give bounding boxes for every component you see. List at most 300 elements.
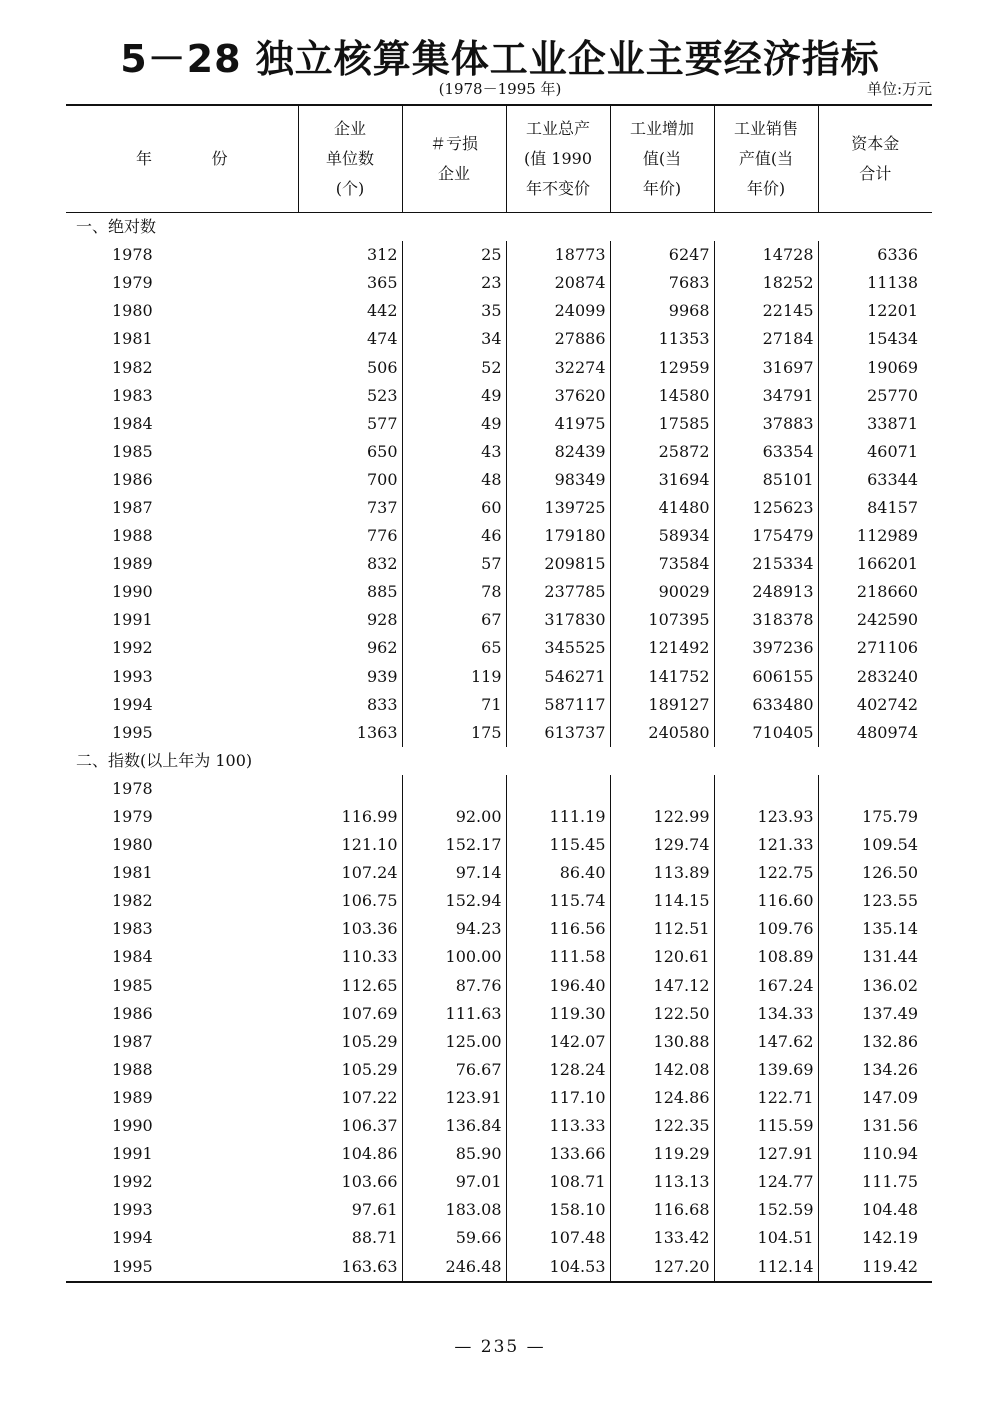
year-cell: 1994 <box>112 694 153 714</box>
value-cell: 52 <box>402 353 506 381</box>
table-row <box>66 269 932 297</box>
table-row <box>66 1252 932 1281</box>
value-cell <box>506 775 610 803</box>
value-cell: 111.19 <box>506 803 610 831</box>
value-cell: 24099 <box>506 297 610 325</box>
value-cell: 23 <box>402 269 506 297</box>
year-cell: 1989 <box>112 554 153 574</box>
value-cell: 87.76 <box>402 972 506 1000</box>
table-row <box>66 775 932 803</box>
table-row <box>66 606 932 634</box>
year-cell: 1989 <box>112 1087 153 1107</box>
year-cell: 1978 <box>112 245 153 265</box>
value-cell: 37620 <box>506 382 610 410</box>
table-row <box>66 466 932 494</box>
header-enterprise-count <box>298 105 402 213</box>
value-cell: 318378 <box>714 606 818 634</box>
header-loss-enterprises <box>402 105 506 213</box>
value-cell: 18773 <box>506 241 610 269</box>
value-cell: 106.75 <box>298 887 402 915</box>
value-cell: 116.99 <box>298 803 402 831</box>
header-line: 值(当 <box>642 149 682 168</box>
value-cell: 34 <box>402 325 506 353</box>
table-row <box>66 382 932 410</box>
table-row <box>66 353 932 381</box>
value-cell: 107.24 <box>298 859 402 887</box>
header-value-added <box>610 105 714 213</box>
header-year-char-1: 年 <box>136 149 153 168</box>
value-cell: 9968 <box>610 297 714 325</box>
value-cell: 94.23 <box>402 915 506 943</box>
value-cell: 27886 <box>506 325 610 353</box>
table-row <box>66 719 932 747</box>
table-row <box>66 1112 932 1140</box>
statistics-table <box>66 104 932 1283</box>
year-cell: 1993 <box>112 1200 153 1220</box>
value-cell: 122.50 <box>610 1000 714 1028</box>
value-cell: 397236 <box>714 634 818 662</box>
value-cell: 85.90 <box>402 1140 506 1168</box>
value-cell: 14728 <box>714 241 818 269</box>
value-cell: 57 <box>402 550 506 578</box>
value-cell: 76.67 <box>402 1056 506 1084</box>
value-cell: 152.59 <box>714 1196 818 1224</box>
value-cell: 283240 <box>856 666 918 686</box>
value-cell: 124.77 <box>714 1168 818 1196</box>
value-cell: 20874 <box>506 269 610 297</box>
value-cell: 126.50 <box>862 863 918 883</box>
table-row <box>66 634 932 662</box>
value-cell: 115.59 <box>714 1112 818 1140</box>
value-cell: 139.69 <box>714 1056 818 1084</box>
header-line: 企业 <box>333 119 366 138</box>
year-cell: 1992 <box>112 1172 153 1192</box>
header-row <box>66 105 932 213</box>
year-cell: 1995 <box>112 722 153 742</box>
value-cell: 885 <box>298 578 402 606</box>
header-capital-total <box>818 105 932 213</box>
value-cell: 6247 <box>610 241 714 269</box>
year-cell: 1991 <box>112 610 153 630</box>
value-cell: 35 <box>402 297 506 325</box>
value-cell: 132.86 <box>862 1031 918 1051</box>
value-cell: 317830 <box>506 606 610 634</box>
value-cell: 133.66 <box>506 1140 610 1168</box>
header-line: 年价) <box>642 179 682 198</box>
value-cell: 49 <box>402 382 506 410</box>
value-cell: 131.44 <box>862 947 918 967</box>
value-cell: 116.60 <box>714 887 818 915</box>
value-cell: 196.40 <box>506 972 610 1000</box>
value-cell: 113.33 <box>506 1112 610 1140</box>
header-gross-output <box>506 105 610 213</box>
year-cell: 1980 <box>112 835 153 855</box>
value-cell: 127.20 <box>610 1252 714 1281</box>
value-cell: 15434 <box>867 329 918 349</box>
value-cell: 312 <box>298 241 402 269</box>
value-cell: 25 <box>402 241 506 269</box>
value-cell: 163.63 <box>298 1252 402 1281</box>
value-cell: 119.30 <box>506 1000 610 1028</box>
table-subtitle: (1978－1995 年) <box>438 80 562 98</box>
value-cell: 112.51 <box>610 915 714 943</box>
value-cell: 700 <box>298 466 402 494</box>
value-cell: 152.94 <box>402 887 506 915</box>
value-cell: 577 <box>298 410 402 438</box>
header-line: 单位数 <box>325 149 374 168</box>
table-row <box>66 522 932 550</box>
value-cell: 119 <box>402 663 506 691</box>
value-cell: 110.33 <box>298 943 402 971</box>
value-cell: 103.36 <box>298 915 402 943</box>
value-cell: 32274 <box>506 353 610 381</box>
table-row <box>66 803 932 831</box>
table-row <box>66 887 932 915</box>
value-cell: 115.45 <box>506 831 610 859</box>
value-cell: 112989 <box>856 526 918 546</box>
value-cell: 104.86 <box>298 1140 402 1168</box>
value-cell: 179180 <box>506 522 610 550</box>
value-cell: 112.14 <box>714 1252 818 1281</box>
value-cell <box>402 775 506 803</box>
year-cell: 1992 <box>112 638 153 658</box>
value-cell: 480974 <box>856 722 918 742</box>
value-cell: 710405 <box>714 719 818 747</box>
header-year <box>66 105 298 213</box>
year-cell: 1990 <box>112 1116 153 1136</box>
year-cell: 1981 <box>112 329 153 349</box>
value-cell: 106.37 <box>298 1112 402 1140</box>
value-cell: 11353 <box>610 325 714 353</box>
value-cell <box>714 775 818 803</box>
value-cell: 122.75 <box>714 859 818 887</box>
value-cell: 587117 <box>506 691 610 719</box>
value-cell: 137.49 <box>862 1003 918 1023</box>
value-cell: 107.48 <box>506 1224 610 1252</box>
value-cell: 633480 <box>714 691 818 719</box>
table-row <box>66 831 932 859</box>
table-row <box>66 1224 932 1252</box>
year-cell: 1983 <box>112 385 153 405</box>
value-cell: 41480 <box>610 494 714 522</box>
value-cell: 147.12 <box>610 972 714 1000</box>
value-cell: 122.71 <box>714 1084 818 1112</box>
value-cell: 113.89 <box>610 859 714 887</box>
year-cell: 1980 <box>112 301 153 321</box>
year-cell: 1978 <box>112 778 153 798</box>
value-cell: 25872 <box>610 438 714 466</box>
section-header-row <box>66 213 932 242</box>
value-cell: 6336 <box>877 245 918 265</box>
value-cell: 133.42 <box>610 1224 714 1252</box>
section-label: 二、指数(以上年为 100) <box>76 750 253 770</box>
value-cell: 365 <box>298 269 402 297</box>
value-cell: 82439 <box>506 438 610 466</box>
value-cell: 183.08 <box>402 1196 506 1224</box>
table-row <box>66 943 932 971</box>
value-cell: 650 <box>298 438 402 466</box>
value-cell: 152.17 <box>402 831 506 859</box>
value-cell: 22145 <box>714 297 818 325</box>
value-cell: 240580 <box>610 719 714 747</box>
value-cell: 18252 <box>714 269 818 297</box>
value-cell: 78 <box>402 578 506 606</box>
year-cell: 1995 <box>66 1252 298 1281</box>
value-cell: 134.33 <box>714 1000 818 1028</box>
value-cell: 19069 <box>867 357 918 377</box>
value-cell: 12201 <box>867 301 918 321</box>
value-cell: 34791 <box>714 382 818 410</box>
value-cell: 271106 <box>856 638 918 658</box>
table-row <box>66 1084 932 1112</box>
value-cell: 123.91 <box>402 1084 506 1112</box>
table-body <box>66 213 932 1282</box>
value-cell: 110.94 <box>862 1144 918 1164</box>
value-cell: 175479 <box>714 522 818 550</box>
value-cell: 33871 <box>867 413 918 433</box>
value-cell: 92.00 <box>402 803 506 831</box>
header-line: ＃亏损 <box>429 134 478 153</box>
value-cell: 442 <box>298 297 402 325</box>
value-cell: 104.48 <box>862 1200 918 1220</box>
value-cell: 606155 <box>714 663 818 691</box>
value-cell: 90029 <box>610 578 714 606</box>
table-row <box>66 1196 932 1224</box>
value-cell: 63354 <box>714 438 818 466</box>
value-cell <box>818 775 932 803</box>
value-cell: 939 <box>298 663 402 691</box>
value-cell: 123.55 <box>862 891 918 911</box>
value-cell: 60 <box>402 494 506 522</box>
value-cell: 98349 <box>506 466 610 494</box>
year-cell: 1986 <box>112 1003 153 1023</box>
header-year-char-2: 份 <box>211 149 228 168</box>
value-cell: 112.65 <box>298 972 402 1000</box>
year-cell: 1984 <box>112 413 153 433</box>
value-cell: 141752 <box>610 663 714 691</box>
table-row <box>66 859 932 887</box>
header-line: (个) <box>335 179 365 198</box>
value-cell: 134.26 <box>862 1059 918 1079</box>
year-cell: 1991 <box>112 1144 153 1164</box>
value-cell: 246.48 <box>402 1252 506 1281</box>
value-cell: 613737 <box>506 719 610 747</box>
table-row <box>66 1028 932 1056</box>
year-cell: 1983 <box>112 919 153 939</box>
section-label: 一、绝对数 <box>76 217 157 237</box>
value-cell: 506 <box>298 353 402 381</box>
header-line: 产值(当 <box>738 149 794 168</box>
value-cell: 402742 <box>856 694 918 714</box>
year-cell: 1987 <box>112 497 153 517</box>
value-cell: 65 <box>402 634 506 662</box>
value-cell: 71 <box>402 691 506 719</box>
value-cell: 100.00 <box>402 943 506 971</box>
value-cell: 175 <box>402 719 506 747</box>
value-cell: 115.74 <box>506 887 610 915</box>
value-cell: 776 <box>298 522 402 550</box>
value-cell: 139725 <box>506 494 610 522</box>
value-cell: 107.69 <box>298 1000 402 1028</box>
table-row <box>66 297 932 325</box>
value-cell: 209815 <box>506 550 610 578</box>
value-cell: 109.76 <box>714 915 818 943</box>
year-cell: 1994 <box>112 1228 153 1248</box>
page-title: 5－28 独立核算集体工业企业主要经济指标 <box>120 37 880 81</box>
value-cell: 523 <box>298 382 402 410</box>
header-line: 工业增加 <box>629 119 694 138</box>
statistics-table-container <box>66 104 932 1283</box>
year-cell: 1985 <box>112 441 153 461</box>
header-line: 年不变价 <box>525 179 590 198</box>
value-cell: 97.01 <box>402 1168 506 1196</box>
value-cell: 116.56 <box>506 915 610 943</box>
table-row <box>66 691 932 719</box>
value-cell: 127.91 <box>714 1140 818 1168</box>
value-cell: 49 <box>402 410 506 438</box>
value-cell: 7683 <box>610 269 714 297</box>
value-cell: 108.71 <box>506 1168 610 1196</box>
value-cell: 248913 <box>714 578 818 606</box>
year-cell: 1988 <box>112 1059 153 1079</box>
value-cell: 737 <box>298 494 402 522</box>
value-cell: 142.07 <box>506 1028 610 1056</box>
value-cell: 125623 <box>714 494 818 522</box>
value-cell: 59.66 <box>402 1224 506 1252</box>
value-cell: 43 <box>402 438 506 466</box>
value-cell: 119.29 <box>610 1140 714 1168</box>
year-cell: 1981 <box>112 863 153 883</box>
value-cell: 142.08 <box>610 1056 714 1084</box>
value-cell: 345525 <box>506 634 610 662</box>
year-cell: 1988 <box>112 526 153 546</box>
year-cell: 1985 <box>112 975 153 995</box>
year-cell: 1993 <box>112 666 153 686</box>
value-cell: 147.62 <box>714 1028 818 1056</box>
value-cell: 107395 <box>610 606 714 634</box>
value-cell: 103.66 <box>298 1168 402 1196</box>
table-row <box>66 915 932 943</box>
page-number: — 235 — <box>454 1337 546 1357</box>
year-cell: 1979 <box>112 807 153 827</box>
value-cell: 73584 <box>610 550 714 578</box>
value-cell: 123.93 <box>714 803 818 831</box>
value-cell: 104.53 <box>506 1252 610 1281</box>
value-cell: 125.00 <box>402 1028 506 1056</box>
value-cell: 474 <box>298 325 402 353</box>
value-cell: 833 <box>298 691 402 719</box>
value-cell: 63344 <box>867 469 918 489</box>
value-cell: 167.24 <box>714 972 818 1000</box>
value-cell: 12959 <box>610 353 714 381</box>
value-cell: 107.22 <box>298 1084 402 1112</box>
value-cell: 129.74 <box>610 831 714 859</box>
value-cell: 46 <box>402 522 506 550</box>
value-cell: 116.68 <box>610 1196 714 1224</box>
value-cell: 111.58 <box>506 943 610 971</box>
table-row <box>66 1168 932 1196</box>
table-row <box>66 438 932 466</box>
year-cell: 1982 <box>112 891 153 911</box>
value-cell: 121492 <box>610 634 714 662</box>
table-row <box>66 1056 932 1084</box>
value-cell: 11138 <box>867 273 918 293</box>
value-cell: 86.40 <box>506 859 610 887</box>
value-cell: 130.88 <box>610 1028 714 1056</box>
year-cell: 1990 <box>112 582 153 602</box>
table-row <box>66 550 932 578</box>
value-cell: 67 <box>402 606 506 634</box>
value-cell: 31697 <box>714 353 818 381</box>
value-cell: 48 <box>402 466 506 494</box>
header-line: 工业销售 <box>733 119 798 138</box>
year-cell: 1987 <box>112 1031 153 1051</box>
value-cell: 215334 <box>714 550 818 578</box>
year-cell: 1982 <box>112 357 153 377</box>
value-cell: 114.15 <box>610 887 714 915</box>
value-cell: 166201 <box>856 554 918 574</box>
table-row <box>66 410 932 438</box>
value-cell: 218660 <box>856 582 918 602</box>
header-sales-output <box>714 105 818 213</box>
value-cell: 105.29 <box>298 1056 402 1084</box>
year-cell: 1986 <box>112 469 153 489</box>
value-cell: 121.10 <box>298 831 402 859</box>
unit-label: 单位:万元 <box>866 80 932 98</box>
value-cell: 17585 <box>610 410 714 438</box>
value-cell: 131.56 <box>862 1116 918 1136</box>
value-cell: 135.14 <box>862 919 918 939</box>
value-cell: 124.86 <box>610 1084 714 1112</box>
value-cell: 111.75 <box>862 1172 918 1192</box>
table-row <box>66 578 932 606</box>
value-cell: 88.71 <box>298 1224 402 1252</box>
year-cell: 1984 <box>112 947 153 967</box>
value-cell: 119.42 <box>818 1252 932 1281</box>
section-header-row <box>66 747 932 775</box>
header-line: (值 1990 <box>523 149 593 168</box>
value-cell: 113.13 <box>610 1168 714 1196</box>
value-cell: 104.51 <box>714 1224 818 1252</box>
year-cell: 1979 <box>112 273 153 293</box>
header-line: 企业 <box>437 164 470 183</box>
table-row <box>66 1140 932 1168</box>
value-cell: 1363 <box>298 719 402 747</box>
value-cell: 27184 <box>714 325 818 353</box>
value-cell: 928 <box>298 606 402 634</box>
value-cell: 832 <box>298 550 402 578</box>
value-cell: 546271 <box>506 663 610 691</box>
value-cell <box>298 775 402 803</box>
value-cell: 128.24 <box>506 1056 610 1084</box>
table-row <box>66 494 932 522</box>
value-cell <box>610 775 714 803</box>
value-cell: 122.99 <box>610 803 714 831</box>
table-row <box>66 325 932 353</box>
table-row <box>66 663 932 691</box>
value-cell: 136.02 <box>862 975 918 995</box>
table-row <box>66 1000 932 1028</box>
value-cell: 37883 <box>714 410 818 438</box>
value-cell: 122.35 <box>610 1112 714 1140</box>
value-cell: 158.10 <box>506 1196 610 1224</box>
value-cell: 31694 <box>610 466 714 494</box>
value-cell: 105.29 <box>298 1028 402 1056</box>
value-cell: 175.79 <box>862 807 918 827</box>
value-cell: 147.09 <box>862 1087 918 1107</box>
value-cell: 97.61 <box>298 1196 402 1224</box>
value-cell: 41975 <box>506 410 610 438</box>
